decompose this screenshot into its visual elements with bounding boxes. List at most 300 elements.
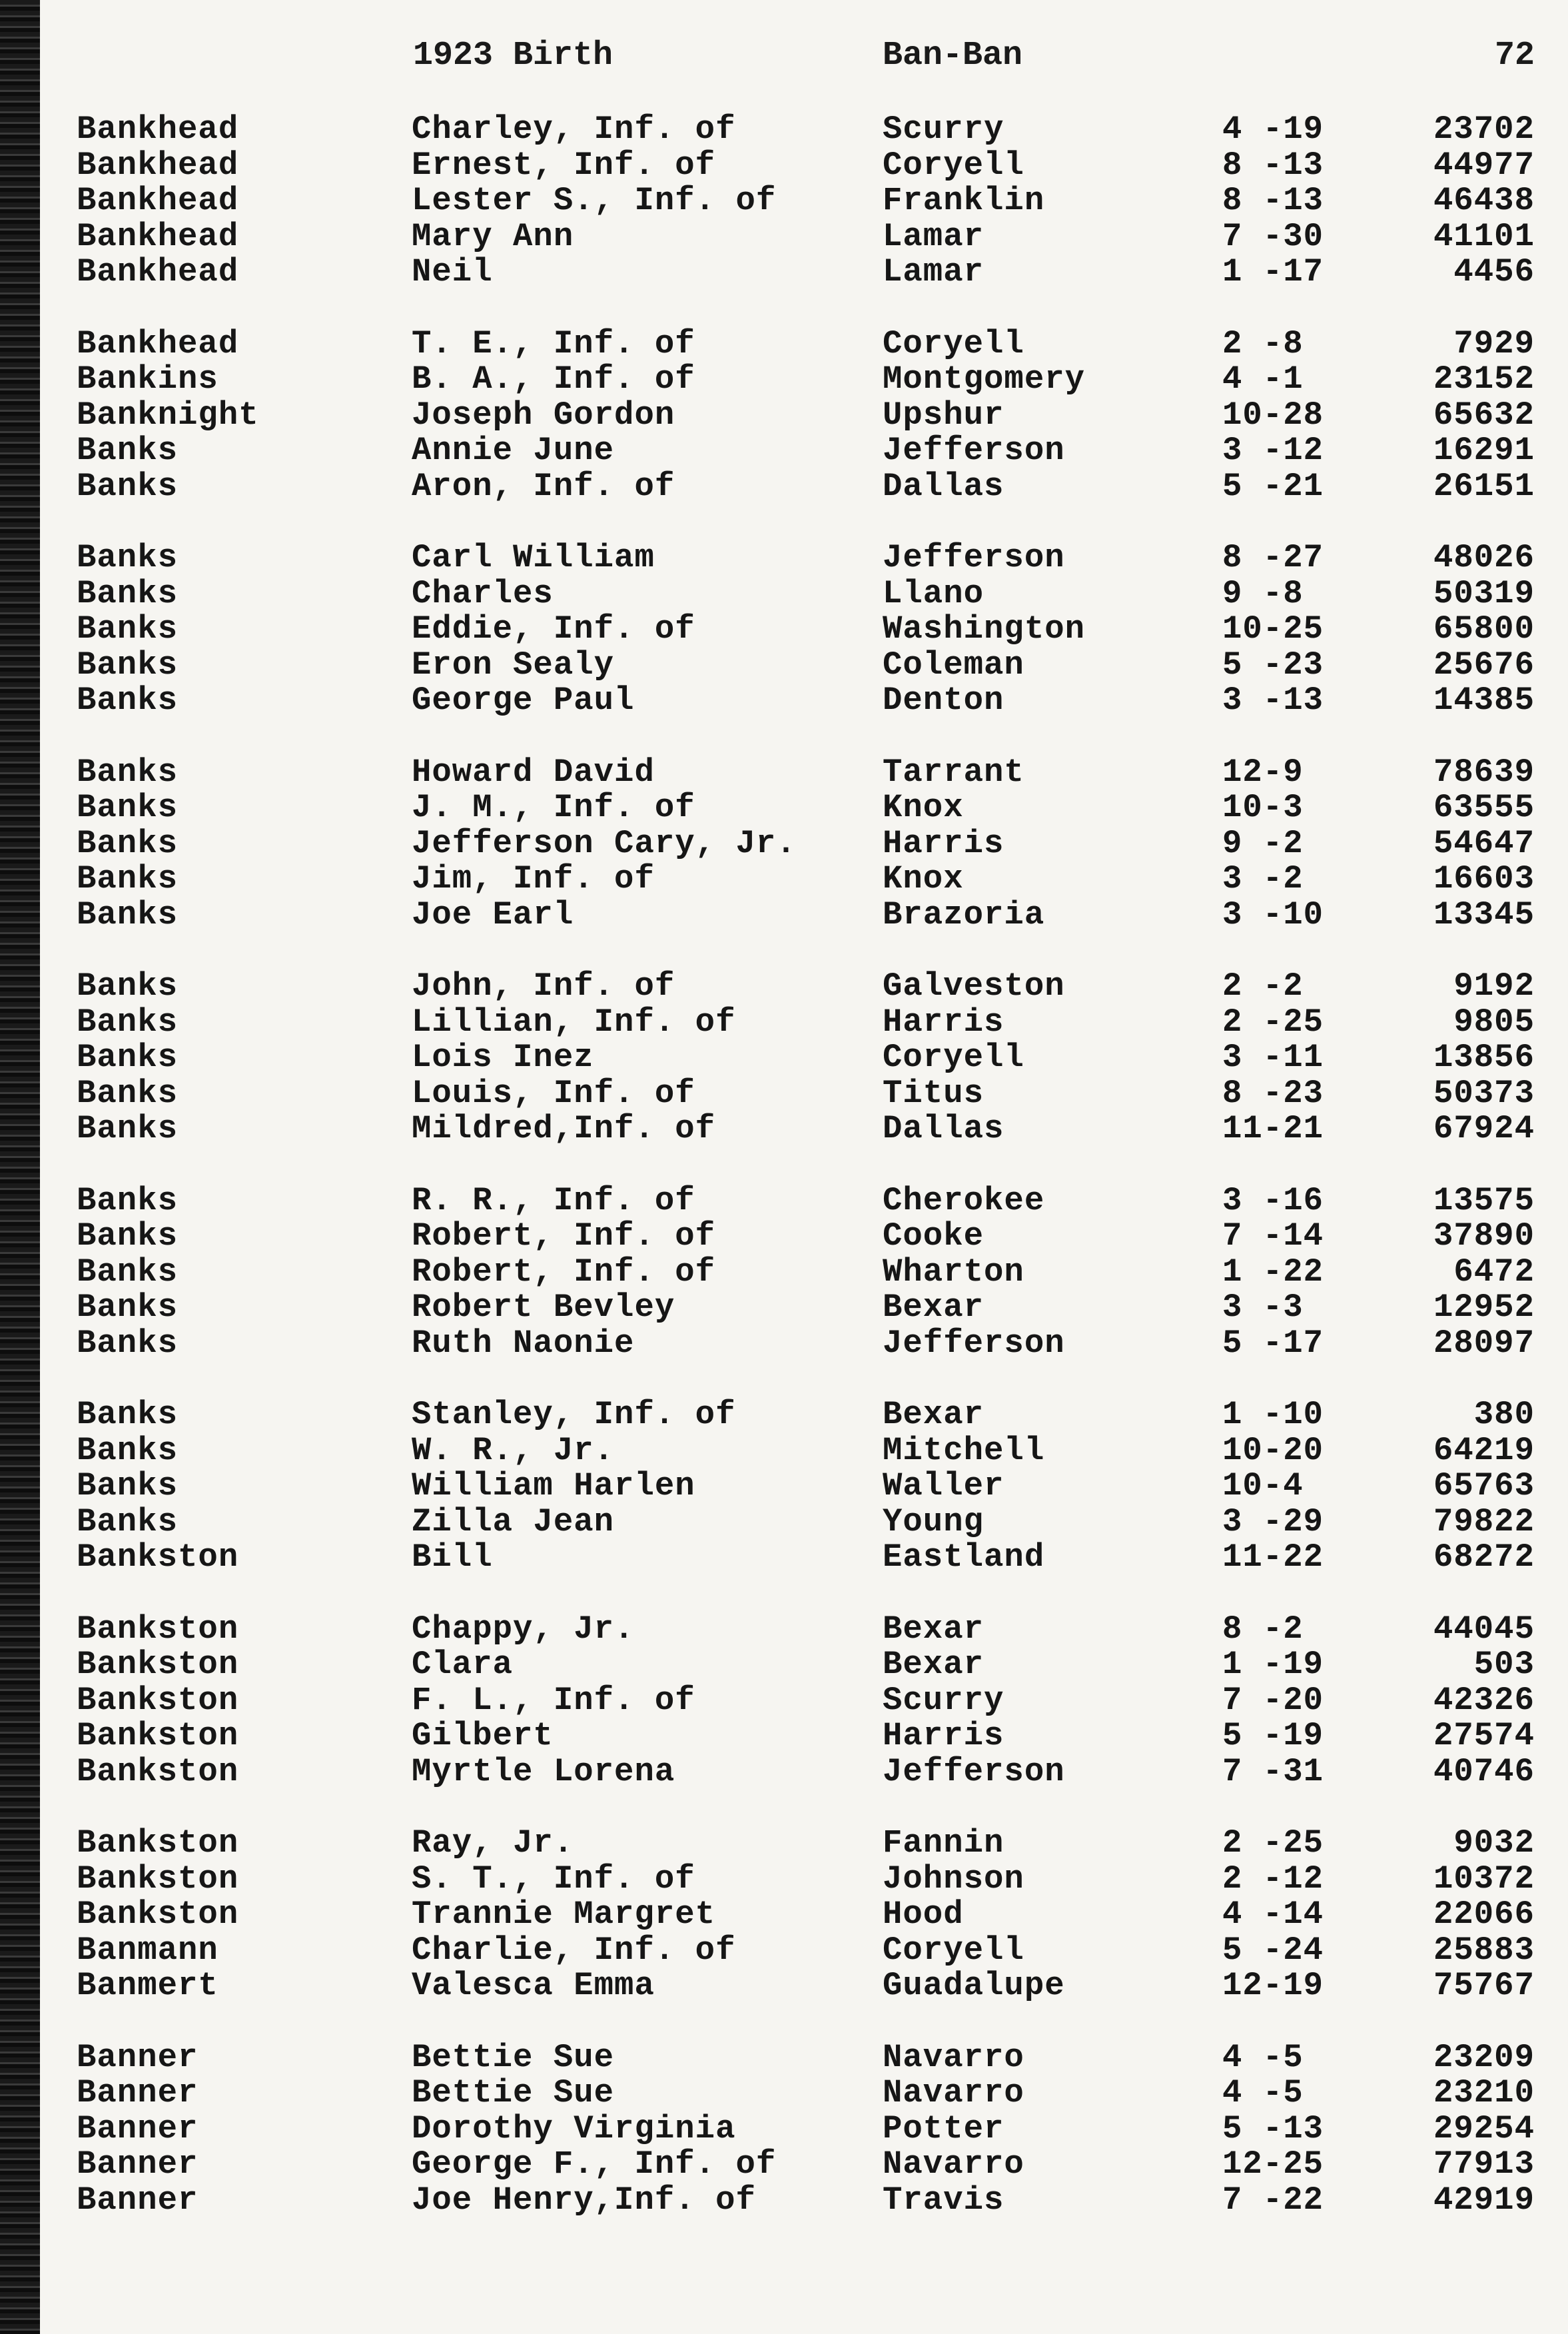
given-name-cell: Jefferson Cary, Jr. <box>412 824 797 862</box>
surname-cell: Banks <box>77 432 179 469</box>
surname-cell: Banks <box>77 789 179 826</box>
record-row <box>40 755 1568 791</box>
county-cell: Jefferson <box>883 1324 1065 1362</box>
given-name-cell: Joe Henry,Inf. of <box>412 2181 756 2219</box>
certificate-number-cell: 16603 <box>1433 860 1535 897</box>
record-row <box>40 1397 1568 1433</box>
surname-cell: Banner <box>77 2181 198 2219</box>
birth-date-cell: 2 -12 <box>1222 1860 1324 1898</box>
record-row <box>40 862 1568 897</box>
given-name-cell: Robert, Inf. of <box>412 1217 716 1255</box>
given-name-cell: Eddie, Inf. of <box>412 610 695 648</box>
birth-date-cell: 10-3 <box>1222 789 1304 826</box>
given-name-cell: Ruth Naonie <box>412 1324 635 1362</box>
certificate-number-cell: 23702 <box>1433 111 1535 148</box>
county-cell: Bexar <box>883 1610 984 1648</box>
birth-date-cell: 10-25 <box>1222 610 1324 648</box>
record-group <box>40 969 1568 1147</box>
record-group <box>40 1612 1568 1790</box>
record-row <box>40 790 1568 826</box>
birth-date-cell: 2 -8 <box>1222 324 1304 362</box>
surname-cell: Banner <box>77 2038 198 2076</box>
county-cell: Cherokee <box>883 1181 1045 1219</box>
county-cell: Navarro <box>883 2074 1024 2111</box>
birth-date-cell: 7 -20 <box>1222 1681 1324 1719</box>
county-cell: Coleman <box>883 646 1024 684</box>
birth-date-cell: 2 -2 <box>1222 967 1304 1005</box>
certificate-number-cell: 41101 <box>1433 217 1535 255</box>
birth-date-cell: 12-19 <box>1222 1967 1324 2004</box>
given-name-cell: William Harlen <box>412 1467 695 1504</box>
surname-cell: Bankhead <box>77 146 239 184</box>
certificate-number-cell: 65632 <box>1433 396 1535 434</box>
surname-cell: Banner <box>77 2145 198 2183</box>
given-name-cell: Stanley, Inf. of <box>412 1396 736 1433</box>
surname-cell: Banks <box>77 574 179 612</box>
county-cell: Bexar <box>883 1646 984 1683</box>
certificate-number-cell: 68272 <box>1433 1538 1535 1576</box>
record-row <box>40 1468 1568 1504</box>
certificate-number-cell: 380 <box>1473 1396 1535 1433</box>
county-cell: Jefferson <box>883 432 1065 469</box>
record-row <box>40 2147 1568 2183</box>
record-row <box>40 1862 1568 1898</box>
record-row <box>40 1504 1568 1540</box>
given-name-cell: Charlie, Inf. of <box>412 1931 736 1969</box>
surname-cell: Banmert <box>77 1967 218 2004</box>
record-group <box>40 540 1568 719</box>
county-cell: Harris <box>883 1717 1004 1754</box>
surname-cell: Banks <box>77 895 179 933</box>
certificate-number-cell: 78639 <box>1433 753 1535 791</box>
surname-cell: Banks <box>77 967 179 1005</box>
name-range: Ban-Ban <box>883 37 1023 75</box>
given-name-cell: Robert, Inf. of <box>412 1253 716 1291</box>
given-name-cell: W. R., Jr. <box>412 1431 615 1469</box>
birth-date-cell: 1 -19 <box>1222 1646 1324 1683</box>
certificate-number-cell: 9032 <box>1453 1824 1535 1862</box>
certificate-number-cell: 50319 <box>1433 574 1535 612</box>
certificate-number-cell: 23209 <box>1433 2038 1535 2076</box>
certificate-number-cell: 42919 <box>1433 2181 1535 2219</box>
record-row <box>40 1683 1568 1719</box>
birth-date-cell: 1 -22 <box>1222 1253 1324 1291</box>
certificate-number-cell: 64219 <box>1433 1431 1535 1469</box>
birth-date-cell: 7 -30 <box>1222 217 1324 255</box>
surname-cell: Bankston <box>77 1610 239 1648</box>
birth-date-cell: 4 -14 <box>1222 1896 1324 1933</box>
county-cell: Jefferson <box>883 539 1065 576</box>
county-cell: Denton <box>883 682 1004 719</box>
county-cell: Scurry <box>883 1681 1004 1719</box>
birth-date-cell: 5 -23 <box>1222 646 1324 684</box>
county-cell: Dallas <box>883 467 1004 505</box>
record-row <box>40 112 1568 148</box>
county-cell: Fannin <box>883 1824 1004 1862</box>
certificate-number-cell: 79822 <box>1433 1502 1535 1540</box>
record-row <box>40 1219 1568 1255</box>
birth-date-cell: 11-21 <box>1222 1110 1324 1147</box>
surname-cell: Bankston <box>77 1646 239 1683</box>
surname-cell: Banks <box>77 1039 179 1076</box>
birth-date-cell: 4 -5 <box>1222 2038 1304 2076</box>
certificate-number-cell: 48026 <box>1433 539 1535 576</box>
birth-date-cell: 3 -3 <box>1222 1289 1304 1326</box>
birth-date-cell: 1 -10 <box>1222 1396 1324 1433</box>
given-name-cell: Mary Ann <box>412 217 574 255</box>
surname-cell: Banks <box>77 1502 179 1540</box>
certificate-number-cell: 23152 <box>1433 360 1535 398</box>
county-cell: Navarro <box>883 2038 1024 2076</box>
page-number: 72 <box>1494 37 1535 75</box>
record-row <box>40 469 1568 505</box>
surname-cell: Banks <box>77 1181 179 1219</box>
birth-date-cell: 3 -13 <box>1222 682 1324 719</box>
county-cell: Cooke <box>883 1217 984 1255</box>
birth-date-cell: 8 -23 <box>1222 1074 1324 1112</box>
certificate-number-cell: 25883 <box>1433 1931 1535 1969</box>
surname-cell: Banks <box>77 1431 179 1469</box>
record-row <box>40 255 1568 291</box>
birth-date-cell: 8 -13 <box>1222 146 1324 184</box>
record-row <box>40 1826 1568 1862</box>
surname-cell: Banks <box>77 1074 179 1112</box>
birth-date-cell: 8 -27 <box>1222 539 1324 576</box>
certificate-number-cell: 65800 <box>1433 610 1535 648</box>
county-cell: Montgomery <box>883 360 1086 398</box>
record-row <box>40 1612 1568 1648</box>
county-cell: Potter <box>883 2109 1004 2147</box>
given-name-cell: Louis, Inf. of <box>412 1074 695 1112</box>
county-cell: Coryell <box>883 1039 1024 1076</box>
certificate-number-cell: 9805 <box>1453 1003 1535 1041</box>
record-row <box>40 183 1568 219</box>
given-name-cell: Joseph Gordon <box>412 396 675 434</box>
given-name-cell: Lois Inez <box>412 1039 594 1076</box>
surname-cell: Bankston <box>77 1824 239 1862</box>
record-row <box>40 540 1568 576</box>
record-page <box>40 0 1568 2334</box>
record-row <box>40 576 1568 612</box>
given-name-cell: Mildred,Inf. of <box>412 1110 716 1147</box>
surname-cell: Banks <box>77 610 179 648</box>
record-row <box>40 219 1568 255</box>
surname-cell: Banner <box>77 2109 198 2147</box>
county-cell: Brazoria <box>883 895 1045 933</box>
surname-cell: Bankins <box>77 360 218 398</box>
given-name-cell: John, Inf. of <box>412 967 675 1005</box>
county-cell: Harris <box>883 1003 1004 1041</box>
record-row <box>40 2040 1568 2076</box>
record-row <box>40 2075 1568 2111</box>
certificate-number-cell: 44977 <box>1433 146 1535 184</box>
birth-date-cell: 3 -29 <box>1222 1502 1324 1540</box>
given-name-cell: Jim, Inf. of <box>412 860 655 897</box>
certificate-number-cell: 4456 <box>1453 253 1535 291</box>
county-cell: Titus <box>883 1074 984 1112</box>
given-name-cell: Gilbert <box>412 1717 554 1754</box>
county-cell: Washington <box>883 610 1086 648</box>
county-cell: Dallas <box>883 1110 1004 1147</box>
record-row <box>40 826 1568 862</box>
surname-cell: Banknight <box>77 396 259 434</box>
certificate-number-cell: 44045 <box>1433 1610 1535 1648</box>
surname-cell: Banks <box>77 1324 179 1362</box>
surname-cell: Bankhead <box>77 182 239 219</box>
county-cell: Bexar <box>883 1289 984 1326</box>
page-header <box>40 37 1568 83</box>
record-row <box>40 1183 1568 1219</box>
birth-date-cell: 2 -25 <box>1222 1003 1324 1041</box>
record-row <box>40 1255 1568 1291</box>
record-row <box>40 1326 1568 1362</box>
certificate-number-cell: 29254 <box>1433 2109 1535 2147</box>
surname-cell: Banner <box>77 2074 198 2111</box>
certificate-number-cell: 6472 <box>1453 1253 1535 1291</box>
given-name-cell: Trannie Margret <box>412 1896 716 1933</box>
birth-date-cell: 3 -12 <box>1222 432 1324 469</box>
birth-date-cell: 4 -19 <box>1222 111 1324 148</box>
county-cell: Tarrant <box>883 753 1024 791</box>
record-row <box>40 1647 1568 1683</box>
county-cell: Harris <box>883 824 1004 862</box>
given-name-cell: Robert Bevley <box>412 1289 675 1326</box>
given-name-cell: Chappy, Jr. <box>412 1610 635 1648</box>
birth-date-cell: 3 -16 <box>1222 1181 1324 1219</box>
certificate-number-cell: 40746 <box>1433 1752 1535 1790</box>
certificate-number-cell: 28097 <box>1433 1324 1535 1362</box>
given-name-cell: F. L., Inf. of <box>412 1681 695 1719</box>
record-row <box>40 1540 1568 1576</box>
birth-records-list <box>40 112 1568 2254</box>
record-row <box>40 1005 1568 1041</box>
birth-date-cell: 8 -2 <box>1222 1610 1304 1648</box>
county-cell: Lamar <box>883 253 984 291</box>
county-cell: Hood <box>883 1896 964 1933</box>
birth-date-cell: 8 -13 <box>1222 182 1324 219</box>
surname-cell: Banks <box>77 824 179 862</box>
county-cell: Knox <box>883 860 964 897</box>
given-name-cell: J. M., Inf. of <box>412 789 695 826</box>
county-cell: Llano <box>883 574 984 612</box>
certificate-number-cell: 54647 <box>1433 824 1535 862</box>
given-name-cell: Myrtle Lorena <box>412 1752 675 1790</box>
surname-cell: Banks <box>77 1289 179 1326</box>
given-name-cell: Aron, Inf. of <box>412 467 675 505</box>
surname-cell: Banks <box>77 753 179 791</box>
record-row <box>40 683 1568 719</box>
given-name-cell: Valesca Emma <box>412 1967 655 2004</box>
birth-date-cell: 5 -21 <box>1222 467 1324 505</box>
certificate-number-cell: 13345 <box>1433 895 1535 933</box>
certificate-number-cell: 14385 <box>1433 682 1535 719</box>
record-row <box>40 398 1568 434</box>
county-cell: Navarro <box>883 2145 1024 2183</box>
birth-date-cell: 3 -11 <box>1222 1039 1324 1076</box>
county-cell: Knox <box>883 789 964 826</box>
county-cell: Scurry <box>883 111 1004 148</box>
record-row <box>40 1433 1568 1469</box>
given-name-cell: Bettie Sue <box>412 2038 615 2076</box>
surname-cell: Bankhead <box>77 111 239 148</box>
certificate-number-cell: 22066 <box>1433 1896 1535 1933</box>
page-title: 1923 Birth <box>413 37 613 75</box>
birth-date-cell: 9 -2 <box>1222 824 1304 862</box>
county-cell: Johnson <box>883 1860 1024 1898</box>
county-cell: Coryell <box>883 324 1024 362</box>
certificate-number-cell: 9192 <box>1453 967 1535 1005</box>
certificate-number-cell: 12952 <box>1433 1289 1535 1326</box>
record-row <box>40 1933 1568 1969</box>
record-group <box>40 2040 1568 2219</box>
birth-date-cell: 11-22 <box>1222 1538 1324 1576</box>
record-row <box>40 2111 1568 2147</box>
scan-edge <box>0 0 40 2334</box>
county-cell: Mitchell <box>883 1431 1045 1469</box>
surname-cell: Banks <box>77 1110 179 1147</box>
birth-date-cell: 4 -5 <box>1222 2074 1304 2111</box>
certificate-number-cell: 46438 <box>1433 182 1535 219</box>
record-group <box>40 1397 1568 1576</box>
given-name-cell: Dorothy Virginia <box>412 2109 736 2147</box>
certificate-number-cell: 503 <box>1473 1646 1535 1683</box>
record-row <box>40 326 1568 362</box>
given-name-cell: George F., Inf. of <box>412 2145 777 2183</box>
record-row <box>40 648 1568 684</box>
certificate-number-cell: 7929 <box>1453 324 1535 362</box>
surname-cell: Banks <box>77 860 179 897</box>
record-row <box>40 1111 1568 1147</box>
county-cell: Guadalupe <box>883 1967 1065 2004</box>
certificate-number-cell: 27574 <box>1433 1717 1535 1754</box>
given-name-cell: S. T., Inf. of <box>412 1860 695 1898</box>
certificate-number-cell: 13856 <box>1433 1039 1535 1076</box>
surname-cell: Banks <box>77 1003 179 1041</box>
county-cell: Coryell <box>883 1931 1024 1969</box>
surname-cell: Banks <box>77 539 179 576</box>
county-cell: Travis <box>883 2181 1004 2219</box>
surname-cell: Banks <box>77 646 179 684</box>
county-cell: Jefferson <box>883 1752 1065 1790</box>
record-row <box>40 148 1568 184</box>
given-name-cell: Lester S., Inf. of <box>412 182 777 219</box>
record-row <box>40 362 1568 398</box>
birth-date-cell: 10-20 <box>1222 1431 1324 1469</box>
certificate-number-cell: 23210 <box>1433 2074 1535 2111</box>
record-row <box>40 433 1568 469</box>
surname-cell: Bankston <box>77 1752 239 1790</box>
birth-date-cell: 7 -31 <box>1222 1752 1324 1790</box>
given-name-cell: Lillian, Inf. of <box>412 1003 736 1041</box>
certificate-number-cell: 10372 <box>1433 1860 1535 1898</box>
certificate-number-cell: 75767 <box>1433 1967 1535 2004</box>
surname-cell: Banks <box>77 682 179 719</box>
birth-date-cell: 5 -17 <box>1222 1324 1324 1362</box>
given-name-cell: R. R., Inf. of <box>412 1181 695 1219</box>
surname-cell: Banks <box>77 1467 179 1504</box>
record-row <box>40 1718 1568 1754</box>
record-row <box>40 1754 1568 1790</box>
surname-cell: Bankston <box>77 1681 239 1719</box>
record-row <box>40 1076 1568 1112</box>
certificate-number-cell: 13575 <box>1433 1181 1535 1219</box>
record-row <box>40 969 1568 1005</box>
birth-date-cell: 9 -8 <box>1222 574 1304 612</box>
given-name-cell: Bettie Sue <box>412 2074 615 2111</box>
record-row <box>40 1290 1568 1326</box>
birth-date-cell: 7 -14 <box>1222 1217 1324 1255</box>
birth-date-cell: 10-4 <box>1222 1467 1304 1504</box>
certificate-number-cell: 26151 <box>1433 467 1535 505</box>
surname-cell: Bankhead <box>77 217 239 255</box>
certificate-number-cell: 77913 <box>1433 2145 1535 2183</box>
birth-date-cell: 5 -13 <box>1222 2109 1324 2147</box>
birth-date-cell: 1 -17 <box>1222 253 1324 291</box>
surname-cell: Banks <box>77 1396 179 1433</box>
birth-date-cell: 3 -2 <box>1222 860 1304 897</box>
county-cell: Waller <box>883 1467 1004 1504</box>
surname-cell: Banmann <box>77 1931 218 1969</box>
given-name-cell: Ray, Jr. <box>412 1824 574 1862</box>
surname-cell: Bankston <box>77 1717 239 1754</box>
given-name-cell: Neil <box>412 253 493 291</box>
record-row <box>40 1040 1568 1076</box>
birth-date-cell: 4 -1 <box>1222 360 1304 398</box>
given-name-cell: B. A., Inf. of <box>412 360 695 398</box>
surname-cell: Banks <box>77 1253 179 1291</box>
birth-date-cell: 2 -25 <box>1222 1824 1324 1862</box>
county-cell: Eastland <box>883 1538 1045 1576</box>
given-name-cell: T. E., Inf. of <box>412 324 695 362</box>
record-group <box>40 326 1568 505</box>
birth-date-cell: 7 -22 <box>1222 2181 1324 2219</box>
given-name-cell: Ernest, Inf. of <box>412 146 716 184</box>
certificate-number-cell: 16291 <box>1433 432 1535 469</box>
record-group <box>40 112 1568 291</box>
certificate-number-cell: 25676 <box>1433 646 1535 684</box>
county-cell: Franklin <box>883 182 1045 219</box>
county-cell: Lamar <box>883 217 984 255</box>
birth-date-cell: 3 -10 <box>1222 895 1324 933</box>
given-name-cell: Charley, Inf. of <box>412 111 736 148</box>
record-row <box>40 612 1568 648</box>
record-group <box>40 1183 1568 1362</box>
certificate-number-cell: 67924 <box>1433 1110 1535 1147</box>
surname-cell: Bankston <box>77 1538 239 1576</box>
certificate-number-cell: 37890 <box>1433 1217 1535 1255</box>
record-row <box>40 1968 1568 2004</box>
record-row <box>40 1897 1568 1933</box>
county-cell: Upshur <box>883 396 1004 434</box>
birth-date-cell: 12-9 <box>1222 753 1304 791</box>
certificate-number-cell: 63555 <box>1433 789 1535 826</box>
record-row <box>40 2183 1568 2219</box>
birth-date-cell: 10-28 <box>1222 396 1324 434</box>
county-cell: Young <box>883 1502 984 1540</box>
surname-cell: Bankston <box>77 1896 239 1933</box>
surname-cell: Bankhead <box>77 324 239 362</box>
given-name-cell: Joe Earl <box>412 895 574 933</box>
surname-cell: Bankhead <box>77 253 239 291</box>
certificate-number-cell: 42326 <box>1433 1681 1535 1719</box>
county-cell: Bexar <box>883 1396 984 1433</box>
county-cell: Wharton <box>883 1253 1024 1291</box>
given-name-cell: Howard David <box>412 753 655 791</box>
record-row <box>40 897 1568 933</box>
record-group <box>40 1826 1568 2004</box>
birth-date-cell: 12-25 <box>1222 2145 1324 2183</box>
surname-cell: Banks <box>77 467 179 505</box>
